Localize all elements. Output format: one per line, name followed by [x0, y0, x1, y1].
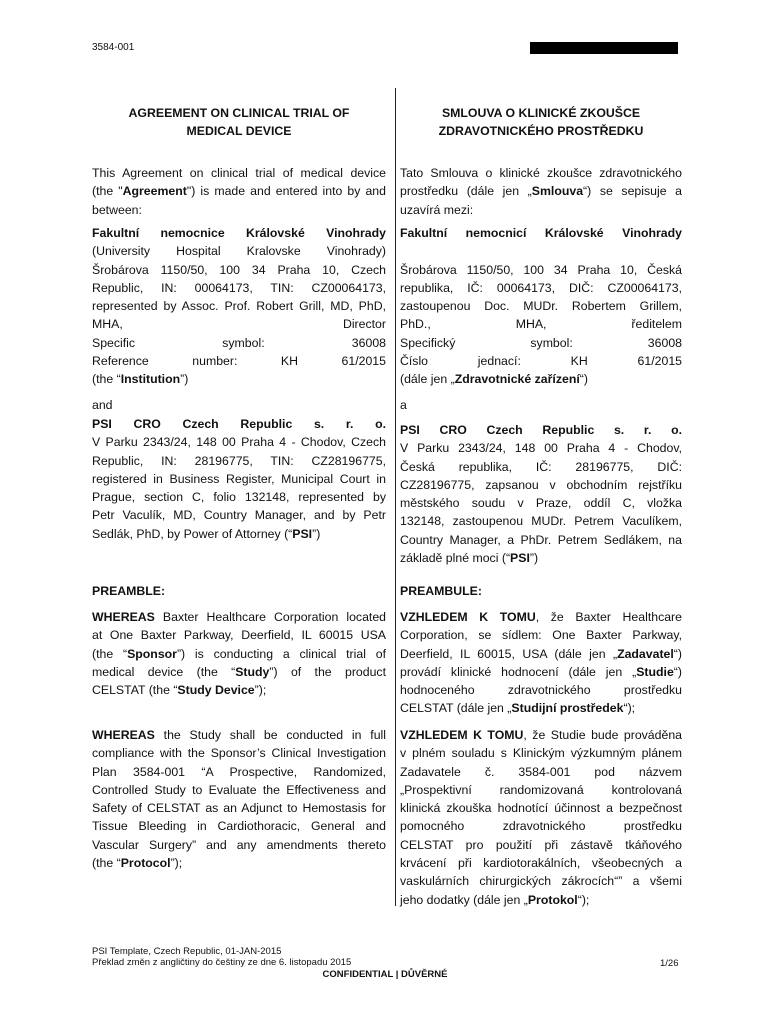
text-line: [92, 488, 386, 506]
whereas-1-cz: [400, 608, 682, 718]
line-text: Deerfield, IL 60015, USA (dále jen „: [400, 646, 618, 661]
text-line: [400, 891, 682, 909]
title-line: ZDRAVOTNICKÉHO PROSTŘEDKU: [438, 124, 644, 139]
text-line: [400, 164, 682, 182]
confidential-label: CONFIDENTIAL | DŮVĚRNÉ: [322, 969, 448, 980]
text-line: [92, 744, 386, 762]
line-text: vaskulárních chirurgických zákrocích“” a všemi: [400, 874, 682, 889]
line-text: Country Manager, a PhDr. Petrem Sedlákem, na: [400, 532, 682, 547]
text-line: [92, 781, 386, 799]
text-line: [400, 458, 682, 476]
text-line: [400, 799, 682, 817]
line-text: (the ": [92, 184, 123, 199]
defined-term: WHEREAS: [92, 728, 155, 742]
defined-term: Smlouva: [531, 184, 584, 199]
line-text: CZ28196775, zapsanou v obchodním rejstříku: [400, 477, 682, 492]
line-text: prostředku (dále jen „: [400, 184, 532, 199]
text-line: [92, 297, 386, 315]
line-text: Vascular Surgery” and any amendments thereto: [92, 837, 386, 852]
text-line: [400, 352, 682, 370]
text-line: [400, 854, 682, 872]
redaction-bar: [530, 42, 678, 54]
text-line: [400, 182, 682, 200]
text-line: [400, 763, 682, 781]
text-line: [92, 681, 386, 699]
text-line: [400, 476, 682, 494]
text-line: [400, 531, 682, 549]
whereas-2-en: [92, 726, 386, 872]
line-text: Sedlák, PhD, by Power of Attorney (“: [92, 526, 293, 541]
line-text: 132148, zastoupenou MUDr. Petrem Vaculíkem,: [400, 514, 682, 529]
agreement-title-cz: [400, 104, 682, 141]
line-text: Republic, IN: 28196775, TIN: CZ28196775,: [92, 453, 386, 468]
text-line: [92, 452, 386, 470]
line-text: ”);: [254, 683, 267, 698]
text-line: [92, 525, 386, 543]
line-text: Specific symbol: 36008: [92, 335, 386, 350]
line-text: Prague, section C, folio 132148, represented by: [92, 490, 386, 505]
text-line: [400, 817, 682, 835]
page-number: 1/26: [660, 958, 679, 969]
line-text: ") is made and entered into by and: [186, 184, 386, 199]
line-text: Číslo jednací: KH 61/2015: [400, 354, 682, 369]
line-text: ”): [180, 372, 189, 387]
text-line: [400, 726, 682, 744]
line-text: “);: [577, 892, 590, 907]
column-divider: [395, 88, 396, 906]
agreement-title-en: [92, 104, 386, 141]
line-text: “): [673, 664, 682, 679]
text-line: [92, 182, 386, 200]
line-text: Reference number: KH 61/2015: [92, 354, 386, 369]
defined-term: Agreement: [122, 184, 187, 199]
preamble-heading-cz: [400, 582, 682, 600]
line-text: Specifický symbol: 36008: [400, 335, 682, 350]
title-line: MEDICAL DEVICE: [186, 124, 292, 139]
text-line: [92, 817, 386, 835]
page-footer: [92, 946, 682, 968]
defined-term: Studie: [636, 664, 674, 679]
text-line: [92, 315, 386, 333]
line-text: represented by Assoc. Prof. Robert Grill, MD, PhD,: [92, 299, 386, 314]
line-text: zastoupenou Doc. MUDr. Robertem Grillem,: [400, 299, 682, 314]
footer-translation-line: Překlad změn z angličtiny do češtiny ze dne 6. listopadu 2015: [92, 957, 352, 968]
defined-term: Protocol: [120, 856, 171, 871]
text-line: [400, 836, 682, 854]
line-text: ”): [312, 526, 321, 541]
line-text: between:: [92, 202, 142, 217]
text-line: [400, 608, 682, 626]
line-text: CELSTAT pro použití při zástavě tkáňového: [400, 837, 682, 852]
defined-term: Fakultní nemocnicí Královské Vinohrady: [400, 226, 682, 240]
text-line: [400, 334, 682, 352]
and-label: a: [400, 398, 407, 412]
defined-term: Fakultní nemocnice Královské Vinohrady: [92, 226, 386, 240]
text-line: [400, 494, 682, 512]
defined-term: WHEREAS: [92, 610, 155, 624]
line-text: V Parku 2343/24, 148 00 Praha 4 - Chodov, Czech: [92, 435, 386, 450]
text-line: [92, 370, 386, 388]
preamble-label: PREAMBLE:: [92, 584, 166, 598]
defined-term: VZHLEDEM K TOMU: [400, 610, 536, 624]
line-text: at One Baxter Parkway, Deerfield, IL 60015 USA: [92, 628, 386, 643]
text-line: [92, 799, 386, 817]
line-text: medical device (the “: [92, 664, 236, 679]
line-text: Plan 3584-001 “A Prospective, Randomized,: [92, 764, 386, 779]
text-line: [400, 279, 682, 297]
text-line: [92, 415, 386, 433]
text-line: [400, 872, 682, 890]
text-line: [400, 549, 682, 567]
text-line: [400, 297, 682, 315]
text-line: [400, 781, 682, 799]
text-line: [400, 201, 682, 219]
line-text: uzavírá mezi:: [400, 202, 474, 217]
line-text: krvácení při kardiotorakálních, všeobecných a: [400, 856, 682, 871]
title-line: AGREEMENT ON CLINICAL TRIAL OF: [128, 106, 350, 120]
line-text: CELSTAT (dále jen „: [400, 701, 512, 716]
party-psi-cz: [400, 421, 682, 567]
line-text: (the “: [92, 646, 128, 661]
document-id: 3584-001: [92, 42, 135, 53]
defined-term: VZHLEDEM K TOMU: [400, 728, 524, 742]
whereas-2-cz: [400, 726, 682, 909]
defined-term: Sponsor: [127, 646, 177, 661]
line-text: Baxter Healthcare Corporation located: [154, 610, 386, 624]
and-en: [92, 396, 386, 414]
line-text: pomocného zdravotnického prostředku: [400, 819, 682, 834]
line-text: “) se sepisuje a: [583, 184, 682, 199]
line-text: “);: [623, 701, 636, 716]
line-text: Česká republika, IČ: 28196775, DIČ:: [400, 459, 682, 474]
line-text: „Prospektivní randomizovaná kontrolovaná: [400, 782, 682, 797]
defined-term: Study Device: [177, 683, 255, 698]
line-text: (dále jen „: [400, 372, 455, 387]
text-line: [92, 626, 386, 644]
line-text: V Parku 2343/24, 148 00 Praha 4 - Chodov,: [400, 441, 682, 456]
czech-column: [400, 104, 682, 907]
defined-term: Institution: [120, 372, 181, 387]
line-text: , že Baxter Healthcare: [535, 610, 682, 624]
text-line: [92, 201, 386, 219]
line-text: Controlled Study to Evaluate the Effectiveness and: [92, 782, 386, 797]
text-line: [400, 242, 682, 260]
line-text: “): [673, 646, 682, 661]
text-line: [92, 334, 386, 352]
line-text: This Agreement on clinical trial of medical device: [92, 166, 386, 180]
text-line: [92, 663, 386, 681]
line-text: Republic, IN: 00064173, TIN: CZ00064173,: [92, 280, 386, 295]
text-line: [92, 261, 386, 279]
party-institution-cz: [400, 224, 682, 389]
defined-term: PSI CRO Czech Republic s. r. o.: [92, 417, 386, 431]
defined-term: Study: [235, 664, 270, 679]
and-label: and: [92, 398, 113, 412]
line-text: (University Hospital Kralovske Vinohrady): [92, 244, 386, 259]
text-line: [92, 470, 386, 488]
footer-template-line: PSI Template, Czech Republic, 01-JAN-2015: [92, 946, 282, 957]
line-text: Corporation, se sídlem: One Baxter Parkway,: [400, 628, 682, 643]
text-line: [92, 854, 386, 872]
text-line: [92, 726, 386, 744]
whereas-1-en: [92, 608, 386, 699]
line-text: městského soudu v Praze, oddíl C, vložka: [400, 496, 682, 511]
text-line: [92, 279, 386, 297]
line-text: ”);: [170, 856, 183, 871]
line-text: compliance with the Sponsor’s Clinical Investigation: [92, 746, 386, 761]
line-text: (the “: [92, 856, 121, 871]
line-text: hodnoceného zdravotnického prostředku: [400, 683, 682, 698]
line-text: (the “: [92, 372, 121, 387]
text-line: [400, 315, 682, 333]
text-line: [400, 663, 682, 681]
text-line: [400, 744, 682, 762]
text-line: [92, 224, 386, 242]
line-text: ”) of the product: [269, 664, 386, 679]
line-text: provádí klinické hodnocení (dále jen „: [400, 664, 637, 679]
line-text: CELSTAT (the “: [92, 683, 178, 698]
line-text: MHA, Director: [92, 317, 386, 332]
intro-en: [92, 164, 386, 219]
text-line: [400, 645, 682, 663]
line-text: republika, IČ: 00064173, DIČ: CZ00064173,: [400, 280, 682, 295]
text-line: [92, 433, 386, 451]
text-line: [400, 681, 682, 699]
line-text: Zadavatele č. 3584-001 pod názvem: [400, 764, 682, 779]
english-column: [92, 104, 386, 904]
defined-term: Zadavatel: [617, 646, 674, 661]
line-text: jeho dodatky (dále jen „: [400, 892, 528, 907]
line-text: Safety of CELSTAT as an Adjunct to Hemostasis for: [92, 801, 386, 816]
preamble-label: PREAMBULE:: [400, 584, 482, 598]
intro-cz: [400, 164, 682, 219]
text-line: [400, 421, 682, 439]
defined-term: PSI: [510, 551, 530, 566]
text-line: [92, 164, 386, 182]
line-text: Tissue Bleeding in Cardiothoracic, General and: [92, 819, 386, 834]
defined-term: Studijní prostředek: [511, 701, 624, 716]
line-text: v plném souladu s Klinickým výzkumným plánem: [400, 746, 682, 761]
line-text: ”): [529, 551, 539, 566]
line-text: “): [579, 372, 588, 387]
line-text: Šrobárova 1150/50, 100 34 Praha 10, Czech: [92, 262, 386, 277]
text-line: [400, 370, 682, 388]
defined-term: PSI: [292, 526, 313, 541]
preamble-heading-en: [92, 582, 386, 600]
defined-term: Zdravotnické zařízení: [454, 372, 580, 387]
line-text: the Study shall be conducted in full: [154, 728, 386, 742]
line-text: základě plné moci (“: [400, 551, 511, 566]
and-cz: [400, 396, 682, 414]
party-psi-en: [92, 415, 386, 543]
text-line: [92, 242, 386, 260]
text-line: [92, 608, 386, 626]
text-line: [400, 224, 682, 242]
text-line: [400, 512, 682, 530]
line-text: Tato Smlouva o klinické zkoušce zdravotnického: [400, 166, 682, 180]
line-text: , že Studie bude prováděna: [523, 728, 682, 742]
text-line: [400, 626, 682, 644]
line-text: ”) is conducting a clinical trial of: [176, 646, 386, 661]
line-text: Petr Vaculík, MD, Country Manager, and by Petr: [92, 508, 386, 523]
title-line: SMLOUVA O KLINICKÉ ZKOUŠCE: [441, 106, 641, 120]
defined-term: Protokol: [527, 892, 578, 907]
party-institution-en: [92, 224, 386, 389]
text-line: [400, 439, 682, 457]
text-line: [92, 352, 386, 370]
text-line: [92, 645, 386, 663]
text-line: [92, 836, 386, 854]
defined-term: PSI CRO Czech Republic s. r. o.: [400, 423, 682, 437]
text-line: [92, 506, 386, 524]
line-text: PhD., MHA, ředitelem: [400, 317, 682, 332]
text-line: [400, 261, 682, 279]
line-text: Šrobárova 1150/50, 100 34 Praha 10, Česká: [400, 262, 682, 277]
line-text: klinická zkouška hodnotící účinnost a bezpečnost: [400, 801, 682, 816]
text-line: [400, 699, 682, 717]
line-text: registered in Business Register, Municipal Court in: [92, 471, 386, 486]
text-line: [92, 763, 386, 781]
